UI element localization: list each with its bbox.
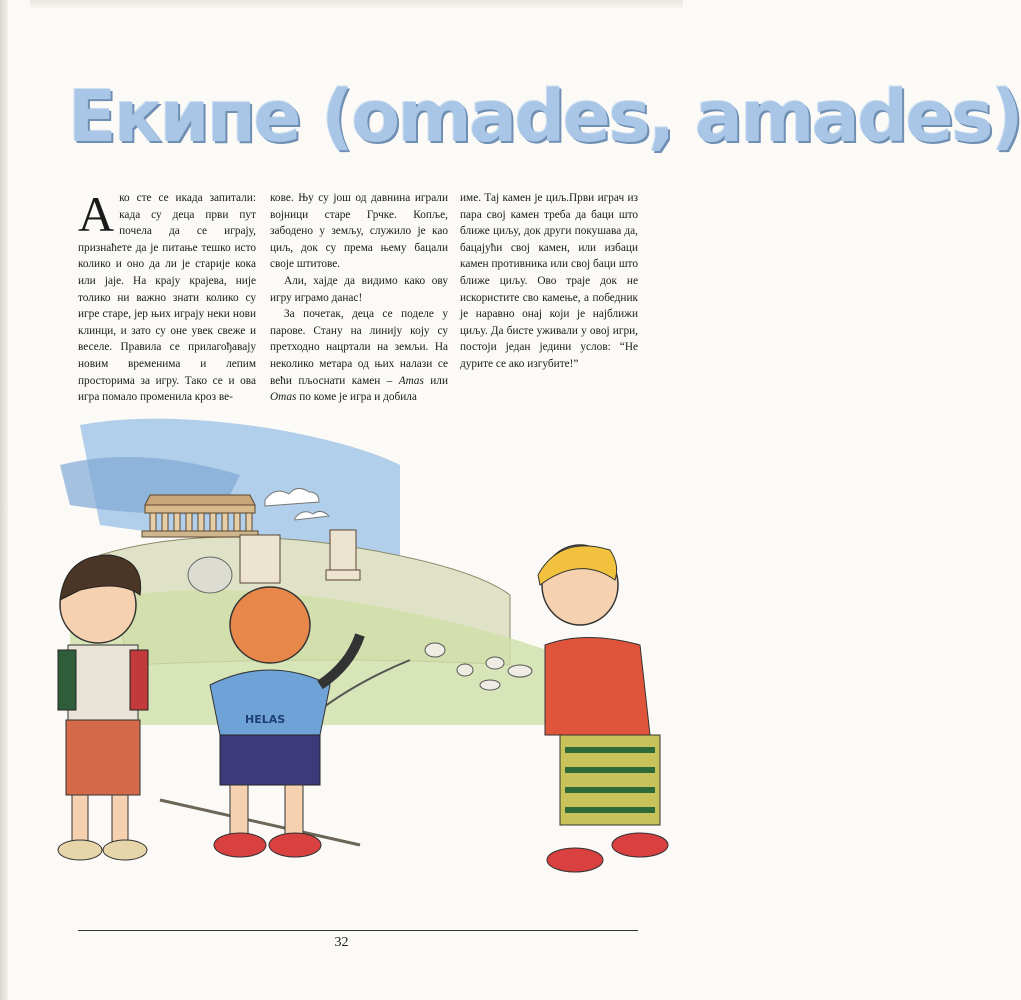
boy-left: [58, 555, 148, 860]
drop-cap: А: [78, 186, 115, 242]
page-title: Екипе (omades, amades): [68, 75, 1021, 158]
paragraph: Али, хајде да видимо како ову игру играмо данас!: [270, 274, 448, 304]
paragraph: име. Тај камен је циљ.Први играч из пара свој камен треба да баци што ближе циљу, док други покушава да, бацајући свој камен, или избаци камен противника или свој баци што ближе циљу. Ово траје док не искористите сво камење, а победник је наравно онај који је најближи циљу. Да бисте уживали у овој игри, постоји један једини услов: “Не дурите се ако изгубите!”: [460, 192, 638, 370]
illustration: [40, 405, 680, 925]
paragraph-text: или: [423, 374, 448, 387]
paragraph-text: ко сте се икада запитали: када су деца први пут почела да се играју, признаћете да је питање тешко исто колико и оно да ли је старије кока или јаје. На крају крајева, није толико ни важно знати колико су игре старе, јер њих играју неки нови клинци, и зато су оне увек свеже и веселе. Правила се прилагођавају новим временима и лепим просторима за игру. Тако се и ова игра помало променила кроз ве-: [78, 192, 256, 404]
paragraph: кове. Њу су још од давнина играли војници старе Грчке. Копље, забодено у земљу, служило је као циљ, док су према њему бацали своје штитове.: [270, 192, 448, 271]
text-column-1: [78, 186, 256, 406]
footer-rule: [78, 930, 638, 931]
article-body: [78, 186, 638, 404]
page-top-edge: [30, 0, 683, 10]
page-binding-edge: [0, 0, 8, 1000]
paragraph-text: по коме је игра и добила: [296, 391, 417, 404]
paragraph: [270, 306, 448, 406]
boy-right: [538, 545, 668, 872]
term-amas: Amas: [398, 374, 424, 387]
text-column-2: [270, 190, 448, 406]
paragraph-text: За почетак, деца се поделе у парове. Стану на линију коју су претходно нацртали на земљи. На неколико метара од њих налази се већи пљоснати камен –: [270, 308, 448, 387]
term-omas: Omas: [270, 391, 297, 404]
shirt-text: HELAS: [245, 713, 286, 726]
paragraph: [78, 186, 256, 406]
page-number: 32: [334, 935, 349, 950]
text-column-3: [460, 190, 638, 373]
rock: [188, 557, 232, 593]
